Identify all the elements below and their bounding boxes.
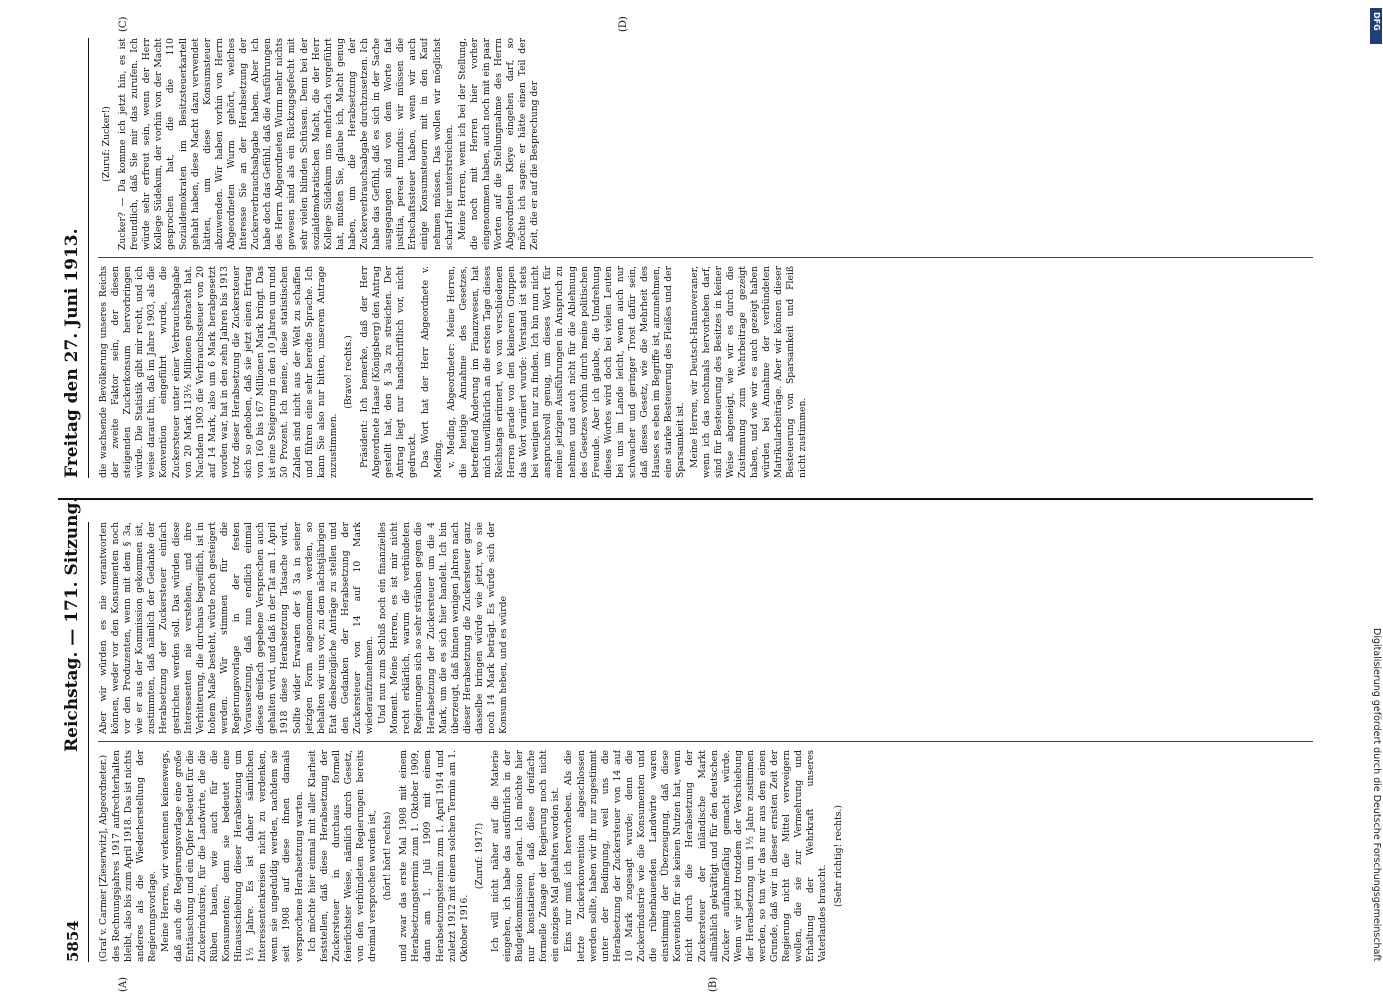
page-gutter-rule — [58, 498, 1313, 500]
right-column-2 — [98, 38, 1313, 250]
paragraph: v. Meding, Abgeordneter: Meine Herren, die heutige Annahme des Gesetzes, betreffend Änderung im Finanzwesen, hat mich unwillkürlich an die ersten Tage dieses Reichstags erinnert, wo von verschiedenen Herren gerade von den kleineren Gruppen das Wort variiert wurde: Verstand ist stets bei wenigen nur zu finden. Ich bin nun nicht anspruchsvoll genug, um dieses Wort für meine jetzigen Ausführungen in Anspruch zu nehmen und auch nicht für die Ablehnung des Gesetzes vorhin durch meine politischen Freunde. Aber ich glaube, die Umdrehung dieses Wortes wird doch bei vielen Leuten bei uns im Lande leicht, wenn auch nur schwacher und geringer Trost dafür sein, daß dieses Gesetz, wie die Mehrheit des Hauses es eben im Begriffe ist, anzunehmen, eine starke Besteuerung des Fleißes und der Sparsamkeit ist. — [445, 266, 687, 478]
interjection: (Zuruf: Zucker!) — [101, 106, 112, 182]
running-header-right — [58, 38, 89, 478]
paragraph: die wachsende Bevölkerung unseres Reichs der zweite Faktor sein, der diesen steigenden Zuckerkonsum hervorbringen würde. Die Statistik gibt mir recht, und ich weise darauf hin, daß im Jahre 1903, als die Konvention eingeführt wurde, die Zuckersteuer unter einer Verbrauchsabgabe von 20 Mark 113⅟₂ Millionen gebracht hat. Nachdem 1903 die Verbrauchssteuer von 20 auf 14 Mark, also um 6 Mark herabgesetzt worden war, hat in den zehn Jahren bis 1913 trotz dieser Herabsetzung die Zuckersteuer sich so gehoben, daß sie jetzt einen Ertrag von 160 bis 167 Millionen Mark bringt. Das ist eine Steigerung in den 10 Jahren um rund 50 Prozent. Ich meine, diese statistischen Zahlen sind nicht aus der Welt zu schaffen und führen eine sehr beredte Sprache. Ich kann Sie also nur bitten, unserem Antrage zuzustimmen. — [98, 266, 339, 478]
column-rule — [98, 257, 1313, 258]
paragraph: Meine Herren, wir Deutsch-Hannoveraner, wenn ich das nochmals hervorheben darf, sind für Besteuerung des Besitzes in keiner Weise abgeneigt, wie wir es durch die Zustimmung zum Wehrbeitrage gezeigt haben, und wie wir es auch gezeigt haben würden bei Annahme der verbündeten Matrikularbeiträge. Aber wir können dieser Besteuerung von Sparsamkeit und Fleiß nicht zustimmen. — [688, 266, 809, 478]
right-column-1 — [98, 266, 1313, 478]
speaker-note: (Graf v. Carmer [Zieserwitz], Abgeordneter.) — [98, 754, 109, 962]
paragraph: Und nun zum Schluß noch ein finanzielles Moment. Meine Herren, es ist mir nicht recht erklärlich, warum die verbündeten Regierungen sich so sehr sträuben gegen die Herabsetzung der Zuckersteuer um die 4 Mark, um die es sich hier handelt. Ich bin überzeugt, daß binnen wenigen Jahren nach dieser Herabsetzung die Zuckersteuer ganz dasselbe bringen würde wie jetzt, wo sie noch 14 Mark beträgt. Es würde sich der Konsum heben, und es würde — [377, 522, 510, 734]
left-column-2 — [98, 522, 1313, 734]
interjection: (Sehr richtig! rechts.) — [832, 805, 844, 907]
interjection: (Bravo! rechts.) — [342, 335, 354, 409]
left-column-1 — [98, 750, 1313, 962]
header-title-right: Freitag den 27. Juni 1913. — [62, 228, 82, 478]
paragraph: des Rechnungsjahres 1917 aufrechterhalten bleibt, also bis zum April 1918. Das ist nichts anderes als die Wiederherstellung der Regierungsvorlage. — [111, 750, 159, 962]
credit-text: Digitalisierung gefördert durch die Deutsche Forschungsgemeinschaft — [1371, 628, 1382, 962]
paragraph: Ich will nicht näher auf die Materie eingehen, ich habe das ausführlich in der Budgetkommission getan. Ich möchte hier nur konstatieren, daß diese dreifache formelle Zusage der Regierung noch nicht ein einziges Mal gehalten worden ist. — [489, 750, 562, 962]
paragraph: Aber wir würden es nie verantworten können, weder vor den Konsumenten noch vor den Produzenten, wenn mit dem § 3a, wie er aus der Kommission gekommen ist, zustimmten, daß nämlich der Gedanke der Herabsetzung der Zuckersteuer einfach gestrichen werden soll. Das würden diese Interessenten nie verstehen, und ihre Verbitterung, die durchaus begreiflich, ist in hohem Maße besteht, würde noch gesteigert werden. Wir stimmen für die Regierungsvorlage in der festen Voraussetzung, daß nun endlich einmal dieses dreifach gegebene Versprechen auch gehalten wird, und daß in der Tat am 1. April 1918 diese Herabsetzung Tatsache wird. Sollte wider Erwarten der § 3a in seiner jetzigen Form angenommen werden, so behalten wir uns vor, zu dem nächstjährigen Etat diesbezügliche Anträge zu stellen und den Gedanken der Herabsetzung der Zuckersteuer von 14 auf 10 Mark wiederaufzunehmen. — [98, 522, 376, 734]
digitization-credit — [1370, 8, 1382, 998]
running-header-left — [58, 496, 89, 962]
margin-mark-d: (D) — [618, 16, 629, 32]
margin-mark-b: (B) — [708, 976, 719, 992]
paragraph: Meine Herren, wenn ich bei der Stellung, die noch mit Herren hier vorher eingenommen haben, auch noch mit ein paar Worten auf die Stellungnahme des Herrn Abgeordneten Kleye eingehen darf, so möchte ich sagen: er hätte einen Teil der Zeit, die er auf die Besprechung der — [456, 38, 541, 250]
interjection: (Zuruf: 1917!) — [473, 822, 485, 890]
interjection: (hört! hört! rechts) — [382, 811, 394, 901]
right-page-half — [58, 38, 1313, 478]
paragraph: Meine Herren, wir verkennen keineswegs, daß auch die Regierungsvorlage eine große Enttäuschung und ein Opfer bedeutet für die Zuckerindustrie, für die Landwirte, die die Rüben bauen, wie auch für die Konsumenten; denn sie bedeutet eine Hinausschiebung dieser Herabsetzung um 1½ Jahre. Es ist daher sämtlichen Interessentenkreisen nicht zu verdenken, wenn sie ungeduldig werden, nachdem sie seit 1908 auf diese ihnen damals versprochene Herabsetzung warten. — [160, 750, 305, 962]
margin-mark-a: (A) — [118, 976, 129, 992]
margin-mark-c: (C) — [118, 16, 129, 32]
paragraph: Zucker? — Da komme ich jetzt hin, es ist freundlich, daß Sie mir das zurufen. Ich würde sehr erfreut sein, wenn der Herr Kollege Südekum, der vorhin von der Macht gesprochen hat, die die 110 Sozialdemokraten im Besitzsteuerkartell gehabt haben, diese Macht dazu verwendet hätten, um diese Konsumsteuer abzuwenden. Wir haben vorhin von Herrn Abgeordneten Wurm gehört, welches Interesse Sie an der Herabsetzung der Zuckerverbrauchsabgabe haben. Aber ich habe doch das Gefühl, daß die Ausführungen des Herrn Abgeordneten Wurm mehr nichts gewesen sind als ein Rückzugsgefecht mit sehr vielen blinden Schüssen. Denn bei der sozialdemokratischen Macht, die der Herr Kollege Südekum uns mehrfach vorgeführt hat, mußten Sie, glaube ich, Macht genug haben, um die Herabsetzung der Zuckerverbrauchsabgabe durchzusetzen. Ich habe das Gefühl, daß es sich in der Sache ausgegangen sind von dem Worte fiat justitia, pereat mundus: wir müssen die Erbschaftssteuer haben, wenn wir auch einige Konsumsteuern mit in den Kauf nehmen müssen. Das wollen wir möglichst scharf hier unterstreichen. — [117, 38, 455, 250]
page-number: 5854 — [64, 920, 82, 962]
paragraph: Eins nur muß ich hervorheben. Als die letzte Zuckerkonvention abgeschlossen werden sollte, haben wir ihr nur zugestimmt unter der Bedingung, weil uns die Herabsetzung der Zuckersteuer von 14 auf 10 Mark zugesagt wurde; denn die Zuckerindustrie wie die Konsumenten und die rübenbauenden Landwirte waren einstimmig der Überzeugung, daß diese Konvention für sie keinen Nutzen hat, wenn nicht durch die Herabsetzung der Zuckersteuer der inländische Markt allmählich gekräftigt und für den deutschen Zucker aufnahmefähig gemacht würde. Wenn wir jetzt trotzdem der Verschiebung der Herabsetzung um 1½ Jahre zustimmen werden, so tun wir das nur aus dem einen Grunde, daß wir in dieser ernsten Zeit der Regierung nicht die Mittel verweigern wollen, die sie zur Vermehrung und Erhaltung der Wehrkraft unseres Vaterlandes braucht. — [563, 750, 829, 962]
paragraph: Das Wort hat der Herr Abgeordnete v. Meding. — [420, 266, 444, 478]
paragraph: Präsident: Ich bemerke, daß der Herr Abgeordnete Haase (Königsberg) den Antrag gestellt hat, den § 3a zu streichen. Der Antrag liegt nur handschriftlich vor, nicht gedruckt. — [358, 266, 419, 478]
dfg-logo: DFG — [1370, 8, 1382, 44]
left-page-half — [58, 496, 1313, 962]
paragraph: Ich möchte hier einmal mit aller Klarheit feststellen, daß diese Herabsetzung der Zuckersteuer in durchaus formell feierlichster Weise, nämlich durch Gesetz, von den verbündeten Regierungen bereits dreimal versprochen worden ist, — [306, 750, 379, 962]
column-rule — [98, 741, 1313, 742]
paragraph: und zwar das erste Mal 1908 mit einem Herabsetzungstermin zum 1. Oktober 1909, dann am 1. Juli 1909 mit einem Herabsetzungstermin zum 1. April 1914 und zuletzt 1912 mit einem solchen Termin am 1. Oktober 1916. — [398, 750, 470, 962]
header-title-left: Reichstag. — 171. Sitzung. — [62, 496, 82, 752]
document-page — [58, 16, 1313, 992]
